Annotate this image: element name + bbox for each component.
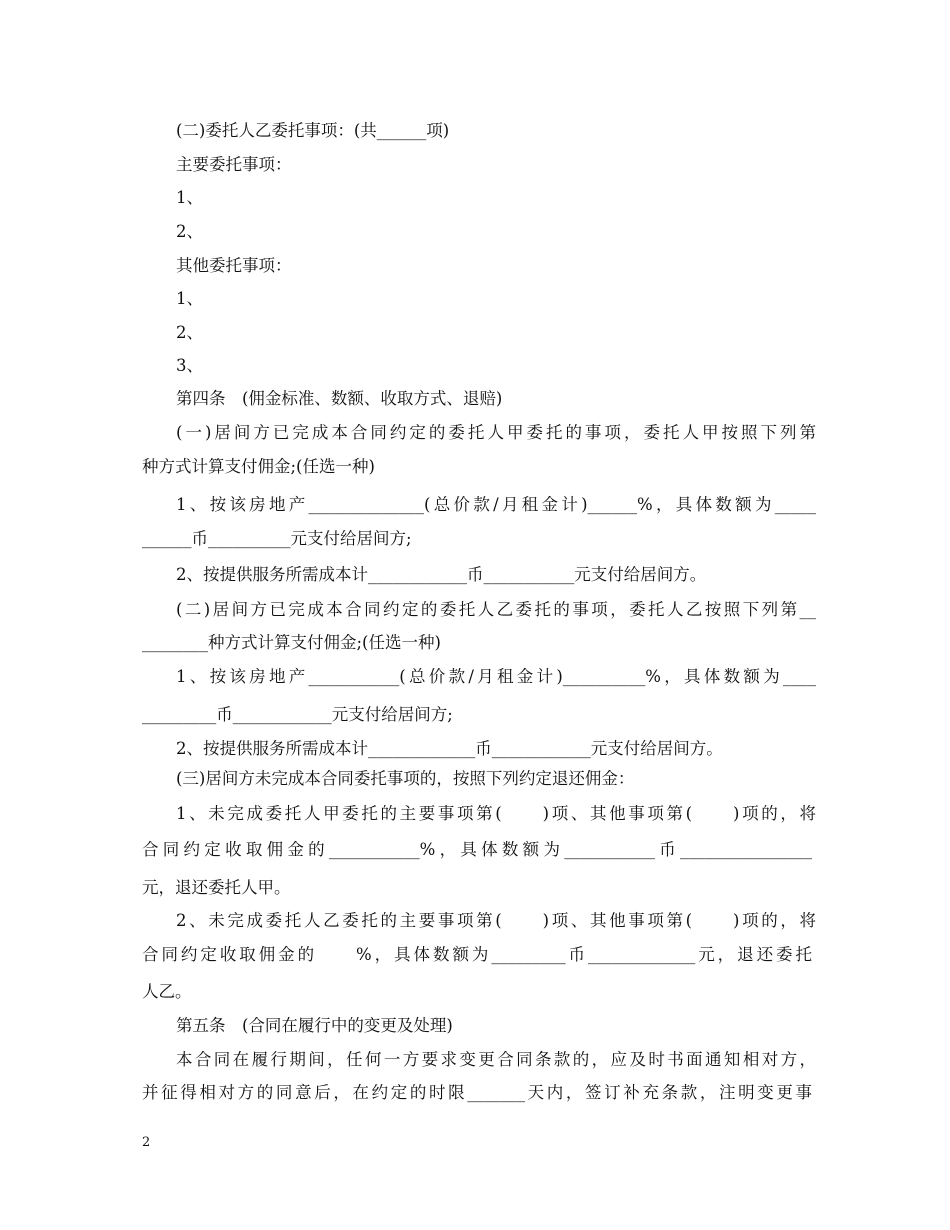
- page-number: 2: [142, 1135, 151, 1150]
- text-line: 并征得相对方的同意后，在约定的时限_______天内，签订补充条款，注明变更事: [142, 1083, 812, 1102]
- text-line: (三)居间方未完成本合同委托事项的，按照下列约定退还佣金：: [176, 769, 635, 788]
- text-line: 其他委托事项：: [176, 256, 292, 275]
- text-line: 2、按提供服务所需成本计____________币___________元支付给居间方。: [176, 565, 707, 584]
- text-line: 1、未完成委托人甲委托的主要事项第( )项、其他事项第( )项的，将: [176, 804, 816, 823]
- section-heading: 第五条 (合同在履行中的变更及处理): [176, 1016, 453, 1035]
- text-line: 2、未完成委托人乙委托的主要事项第( )项、其他事项第( )项的，将: [176, 911, 816, 930]
- text-line: _________币____________元支付给居间方;: [142, 705, 453, 724]
- text-line: (一)居间方已完成本合同约定的委托人甲委托的事项，委托人甲按照下列第: [176, 423, 816, 442]
- section-heading: 第四条 (佣金标准、数额、收取方式、退赔): [176, 389, 503, 408]
- text-line: 元，退还委托人甲。: [142, 878, 291, 897]
- text-line: 1、按该房地产___________(总价款/月租金计)__________%，具体数额为____: [176, 667, 816, 686]
- text-line: 2、按提供服务所需成本计_____________币____________元支付给居间方。: [176, 739, 723, 758]
- text-line: 3、: [176, 356, 203, 375]
- text-line: 合同约定收取佣金的___________%，具体数额为___________币________________: [142, 840, 812, 859]
- text-line: 1、按该房地产______________(总价款/月租金计)______%，具体数额为_____: [176, 495, 816, 514]
- text-line: 本合同在履行期间，任何一方要求变更合同条款的，应及时书面通知相对方，: [176, 1050, 816, 1069]
- text-line: ________种方式计算支付佣金;(任选一种): [142, 633, 441, 652]
- text-line: 1、: [176, 289, 203, 308]
- text-line: (二)居间方已完成本合同约定的委托人乙委托的事项，委托人乙按照下列第__: [176, 600, 816, 619]
- text-line: 种方式计算支付佣金;(任选一种): [142, 457, 375, 476]
- text-line: 2、: [176, 222, 203, 241]
- text-line: 2、: [176, 323, 203, 342]
- text-line: 合同约定收取佣金的 %，具体数额为_________币_____________元，退还委托: [142, 945, 812, 964]
- text-line: 主要委托事项：: [176, 155, 292, 174]
- text-line: ______币__________元支付给居间方;: [142, 529, 412, 548]
- text-line: 人乙。: [142, 982, 192, 1001]
- text-line: (二)委托人乙委托事项：(共______项): [176, 121, 450, 140]
- text-line: 1、: [176, 188, 203, 207]
